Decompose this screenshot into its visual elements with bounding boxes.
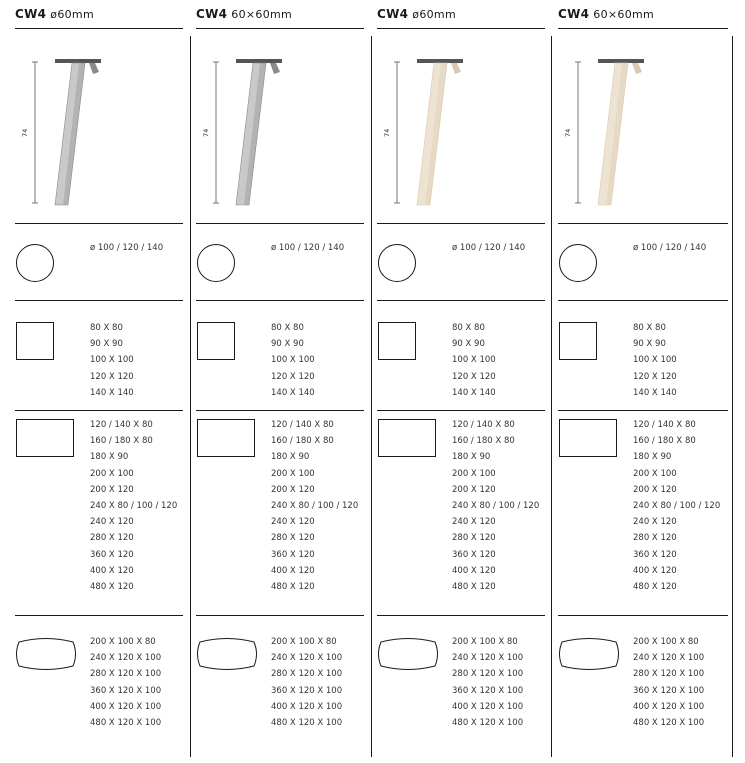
square-top-icon	[16, 322, 54, 360]
round-top-icon	[378, 244, 416, 282]
section-divider	[377, 615, 545, 616]
size-item: 90 X 90	[633, 339, 666, 350]
size-item: 180 X 90	[271, 452, 310, 463]
size-item: 240 X 120 X 100	[633, 653, 705, 664]
column-title	[558, 7, 654, 21]
square-sizes-list	[90, 320, 134, 401]
round-top-icon	[559, 244, 597, 282]
size-item: 90 X 90	[452, 339, 485, 350]
size-item: 140 X 140	[633, 387, 677, 398]
leg-column-4	[558, 0, 738, 763]
size-item: 280 X 120	[452, 533, 496, 544]
section-divider	[558, 300, 728, 301]
column-title	[196, 7, 292, 21]
section-divider	[377, 223, 545, 224]
size-item: 100 X 100	[452, 355, 496, 366]
size-item: 240 X 120	[271, 517, 315, 528]
square-top-icon	[559, 322, 597, 360]
size-item: 100 X 100	[633, 355, 677, 366]
size-item: 400 X 120 X 100	[452, 701, 524, 712]
size-item: 240 X 120	[90, 517, 134, 528]
size-item: 240 X 120 X 100	[271, 653, 343, 664]
size-item: 360 X 120	[452, 549, 496, 560]
section-divider	[15, 28, 183, 29]
table-leg-drawing	[196, 50, 366, 220]
size-item: 360 X 120 X 100	[633, 685, 705, 696]
barrel-sizes-list	[633, 634, 704, 731]
size-item: 480 X 120	[633, 582, 677, 593]
size-item: 480 X 120 X 100	[90, 718, 162, 729]
size-item: 120 X 120	[90, 371, 134, 382]
size-item: 200 X 100	[633, 468, 677, 479]
leg-column-2	[196, 0, 376, 763]
size-item: 280 X 120	[633, 533, 677, 544]
size-item: 360 X 120 X 100	[452, 685, 524, 696]
size-item: 160 / 180 X 80	[271, 436, 334, 447]
round-sizes-label: ø 100 / 120 / 140	[633, 243, 707, 253]
size-item: 180 X 90	[452, 452, 491, 463]
size-item: 200 X 120	[633, 484, 677, 495]
round-top-icon	[197, 244, 235, 282]
size-item: 160 / 180 X 80	[452, 436, 515, 447]
section-divider	[377, 300, 545, 301]
model-name: CW4	[377, 7, 409, 21]
height-dimension-label: 74	[383, 128, 391, 137]
barrel-top-icon	[559, 636, 621, 674]
size-item: 480 X 120	[452, 582, 496, 593]
size-item: 400 X 120 X 100	[271, 701, 343, 712]
section-divider	[558, 223, 728, 224]
rectangular-top-icon	[16, 419, 74, 457]
table-leg-drawing	[558, 50, 728, 220]
size-item: 100 X 100	[271, 355, 315, 366]
section-divider	[558, 28, 728, 29]
leg-spec: 60×60mm	[593, 8, 655, 21]
size-item: 140 X 140	[452, 387, 496, 398]
model-name: CW4	[196, 7, 228, 21]
size-item: 400 X 120	[452, 565, 496, 576]
height-dimension-label: 74	[21, 128, 29, 137]
barrel-sizes-list	[90, 634, 161, 731]
section-divider	[558, 410, 728, 411]
size-item: 480 X 120	[271, 582, 315, 593]
size-item: 80 X 80	[271, 323, 304, 333]
size-item: 240 X 120 X 100	[90, 653, 162, 664]
size-item: 180 X 90	[90, 452, 129, 463]
leg-spec: ø60mm	[50, 8, 94, 21]
section-divider	[15, 300, 183, 301]
size-item: 400 X 120	[633, 565, 677, 576]
rectangular-top-icon	[197, 419, 255, 457]
size-item: 400 X 120 X 100	[633, 701, 705, 712]
size-item: 200 X 100 X 80	[271, 637, 337, 647]
size-item: 160 / 180 X 80	[633, 436, 696, 447]
size-item: 160 / 180 X 80	[90, 436, 153, 447]
size-item: 200 X 100 X 80	[452, 637, 518, 647]
size-item: 120 X 120	[271, 371, 315, 382]
size-item: 480 X 120 X 100	[633, 718, 705, 729]
round-sizes-label: ø 100 / 120 / 140	[271, 243, 345, 253]
leg-spec: ø60mm	[412, 8, 456, 21]
size-item: 280 X 120 X 100	[90, 669, 162, 680]
rectangular-top-icon	[378, 419, 436, 457]
size-item: 200 X 120	[271, 484, 315, 495]
size-item: 280 X 120	[90, 533, 134, 544]
size-item: 120 X 120	[452, 371, 496, 382]
size-item: 140 X 140	[271, 387, 315, 398]
size-item: 200 X 100	[452, 468, 496, 479]
size-item: 360 X 120	[90, 549, 134, 560]
size-item: 120 / 140 X 80	[90, 420, 153, 430]
square-top-icon	[378, 322, 416, 360]
model-name: CW4	[15, 7, 47, 21]
size-item: 240 X 120	[452, 517, 496, 528]
size-item: 120 / 140 X 80	[452, 420, 515, 430]
size-item: 200 X 120	[90, 484, 134, 495]
leg-column-3	[377, 0, 557, 763]
size-item: 80 X 80	[633, 323, 666, 333]
model-name: CW4	[558, 7, 590, 21]
size-item: 240 X 80 / 100 / 120	[452, 501, 540, 512]
size-item: 400 X 120 X 100	[90, 701, 162, 712]
size-item: 120 / 140 X 80	[633, 420, 696, 430]
barrel-top-icon	[197, 636, 259, 674]
section-divider	[377, 410, 545, 411]
rectangular-sizes-list	[271, 417, 358, 595]
size-item: 90 X 90	[90, 339, 123, 350]
size-item: 100 X 100	[90, 355, 134, 366]
section-divider	[558, 615, 728, 616]
section-divider	[196, 615, 364, 616]
size-item: 200 X 100	[90, 468, 134, 479]
square-sizes-list	[452, 320, 496, 401]
size-item: 200 X 100 X 80	[633, 637, 699, 647]
section-divider	[377, 28, 545, 29]
size-item: 280 X 120	[271, 533, 315, 544]
section-divider	[15, 615, 183, 616]
size-item: 80 X 80	[452, 323, 485, 333]
barrel-top-icon	[378, 636, 440, 674]
size-item: 200 X 100 X 80	[90, 637, 156, 647]
size-item: 240 X 80 / 100 / 120	[271, 501, 359, 512]
size-item: 180 X 90	[633, 452, 672, 463]
rectangular-sizes-list	[90, 417, 177, 595]
size-item: 480 X 120 X 100	[452, 718, 524, 729]
size-item: 240 X 120 X 100	[452, 653, 524, 664]
round-sizes-label: ø 100 / 120 / 140	[90, 243, 164, 253]
size-item: 90 X 90	[271, 339, 304, 350]
height-dimension-label: 74	[564, 128, 572, 137]
size-item: 200 X 120	[452, 484, 496, 495]
round-top-icon	[16, 244, 54, 282]
section-divider	[196, 300, 364, 301]
section-divider	[196, 410, 364, 411]
square-top-icon	[197, 322, 235, 360]
size-item: 240 X 80 / 100 / 120	[633, 501, 721, 512]
size-item: 360 X 120 X 100	[271, 685, 343, 696]
section-divider	[15, 223, 183, 224]
column-title	[377, 7, 456, 21]
size-item: 140 X 140	[90, 387, 134, 398]
barrel-sizes-list	[452, 634, 523, 731]
size-item: 480 X 120	[90, 582, 134, 593]
size-item: 400 X 120	[90, 565, 134, 576]
square-sizes-list	[271, 320, 315, 401]
table-leg-drawing	[377, 50, 547, 220]
section-divider	[196, 223, 364, 224]
size-item: 240 X 80 / 100 / 120	[90, 501, 178, 512]
barrel-top-icon	[16, 636, 78, 674]
size-item: 240 X 120	[633, 517, 677, 528]
size-item: 400 X 120	[271, 565, 315, 576]
barrel-sizes-list	[271, 634, 342, 731]
square-sizes-list	[633, 320, 677, 401]
height-dimension-label: 74	[202, 128, 210, 137]
size-item: 480 X 120 X 100	[271, 718, 343, 729]
rectangular-top-icon	[559, 419, 617, 457]
section-divider	[15, 410, 183, 411]
size-item: 360 X 120	[271, 549, 315, 560]
size-item: 280 X 120 X 100	[452, 669, 524, 680]
column-title	[15, 7, 94, 21]
size-item: 200 X 100	[271, 468, 315, 479]
size-item: 80 X 80	[90, 323, 123, 333]
size-item: 120 X 120	[633, 371, 677, 382]
size-item: 360 X 120 X 100	[90, 685, 162, 696]
size-item: 360 X 120	[633, 549, 677, 560]
table-leg-drawing	[15, 50, 185, 220]
section-divider	[196, 28, 364, 29]
size-item: 280 X 120 X 100	[271, 669, 343, 680]
rectangular-sizes-list	[452, 417, 539, 595]
leg-column-1	[15, 0, 195, 763]
rectangular-sizes-list	[633, 417, 720, 595]
round-sizes-label: ø 100 / 120 / 140	[452, 243, 526, 253]
leg-spec: 60×60mm	[231, 8, 293, 21]
size-item: 120 / 140 X 80	[271, 420, 334, 430]
size-item: 280 X 120 X 100	[633, 669, 705, 680]
